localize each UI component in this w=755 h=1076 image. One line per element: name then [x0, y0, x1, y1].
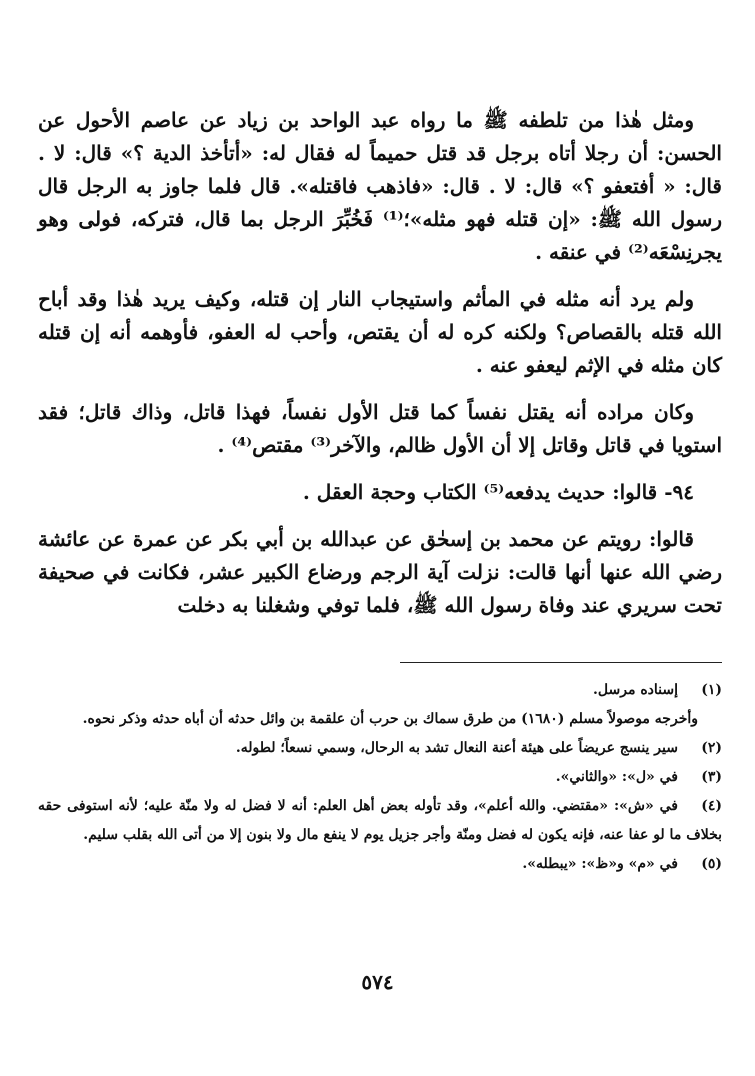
- footnote-divider: [400, 662, 722, 663]
- paragraph-4-heading: ٩٤- قالوا: حديث يدفعه⁽⁵⁾ الكتاب وحجة العقل .: [302, 480, 694, 504]
- main-text: [38, 104, 722, 636]
- footnotes: [38, 676, 722, 879]
- footnote-4: [38, 792, 722, 850]
- footnote-text: في «ل»: «والثاني».: [555, 769, 678, 785]
- paragraph-2: ولم يرد أنه مثله في المأثم واستيجاب النار إن قتله، وكيف يريد هٰذا وقد أباح الله قتله بالقصاص؟ ولكنه كره له أن يقتص، وأحب له العفو، فأوهمه أنه إن قتله كان مثله في الإثم ليعفو عنه .: [38, 287, 722, 377]
- footnote-1-continued: [38, 705, 722, 734]
- footnote-number: (٢): [701, 740, 722, 756]
- footnote-text: في «ش»: «مقتضي. والله أعلم»، وقد تأوله بعض أهل العلم: أنه لا فضل له ولا منّة عليه؛ لأنه استوفى حقه بخلاف ما لو عفا عنه، فإنه يكون له فضل ومنّة وأجر جزيل يوم لا ينفع مال ولا بنون إلا من أتى الله بقلب سليم.: [38, 798, 722, 843]
- paragraph-5: قالوا: رويتم عن محمد بن إسحٰق عن عبدالله بن أبي بكر عن عمرة عن عائشة رضي الله عنها أنها قالت: نزلت آية الرجم ورضاع الكبير عشر، فكانت في صحيفة تحت سريري عند وفاة رسول الله ﷺ، فلما توفي وشغلنا به دخلت: [38, 527, 722, 617]
- footnote-number: (٤): [701, 798, 722, 814]
- paragraph-3: وكان مراده أنه يقتل نفساً كما قتل الأول نفساً، فهذا قاتل، وذاك قاتل؛ فقد استويا في قاتل وقاتل إلا أن الأول ظالم، والآخر⁽³⁾ مقتص⁽⁴⁾ .: [38, 400, 722, 457]
- footnote-text: في «م» و«ظ»: «يبطله».: [522, 856, 678, 872]
- footnote-text: وأخرجه موصولاً مسلم (١٦٨٠) من طرق سماك بن حرب أن علقمة بن وائل حدثه أن أباه حدثه وذكر نحوه.: [82, 711, 698, 727]
- footnote-number: (٣): [701, 769, 722, 785]
- page-number: ٥٧٤: [361, 970, 394, 994]
- footnote-3: [38, 763, 722, 792]
- footnote-5: [38, 850, 722, 879]
- footnote-number: (٥): [701, 856, 722, 872]
- footnote-2: [38, 734, 722, 763]
- footnote-1: [38, 676, 722, 705]
- footnote-text: سير ينسج عريضاً على هيئة أعنة النعال تشد به الرحال، وسمي نسعاً؛ لطوله.: [235, 740, 678, 756]
- footnote-number: (١): [701, 682, 722, 698]
- paragraph-1: ومثل هٰذا من تلطفه ﷺ ما رواه عبد الواحد بن زياد عن عاصم الأحول عن الحسن: أن رجلا أتاه برجل قد قتل حميماً له فقال له: «أتأخذ الدية ؟» قال: لا . قال: « أفتعفو ؟» قال: لا . قال: «فاذهب فاقتله». قال فلما جاوز به الرجل قال رسول الله ﷺ: «إن قتله فهو مثله»؛⁽¹⁾ فَخُبِّرَ الرجل بما قال، فتركه، فولى وهو يجرنِسْعَه⁽²⁾ في عنقه .: [38, 108, 723, 264]
- footnote-text: إسناده مرسل.: [593, 682, 678, 698]
